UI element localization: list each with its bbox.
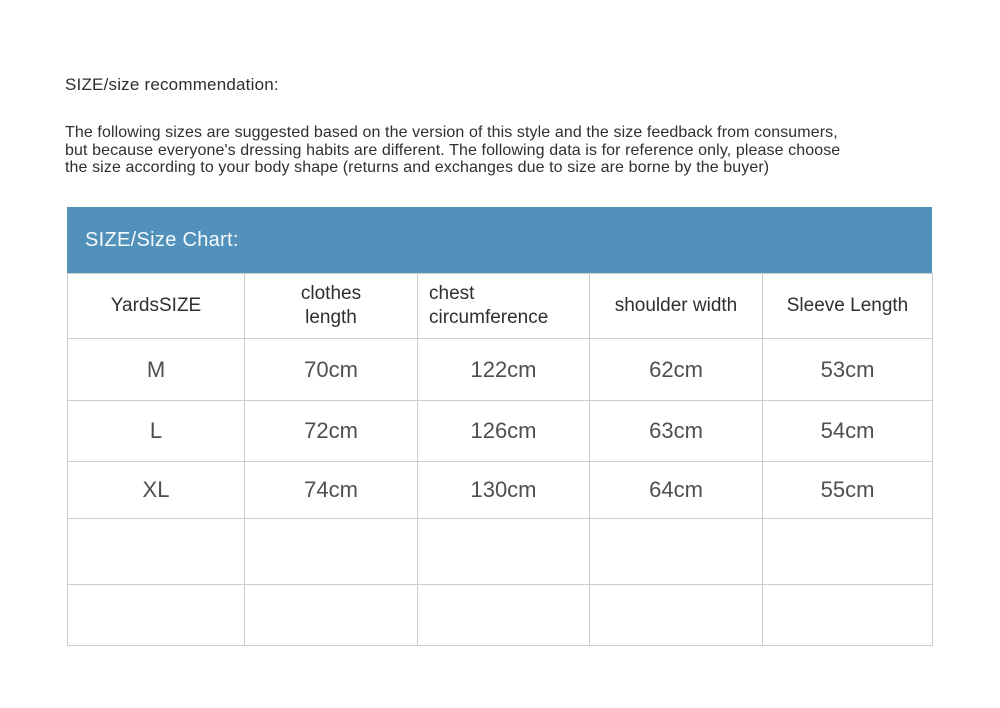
cell-shoulder-width (590, 585, 763, 646)
size-chart-title: SIZE/Size Chart: (85, 228, 239, 251)
cell-clothes-length (245, 519, 418, 585)
description-line-3: the size according to your body shape (returns and exchanges due to size are borne by the buyer) (65, 159, 770, 176)
table-row-l (68, 401, 933, 462)
cell-size: XL (68, 462, 245, 519)
column-header-sleeve-length (763, 274, 933, 339)
cell-size: M (68, 339, 245, 401)
cell-sleeve-length: 54cm (763, 401, 933, 462)
cell-chest-circumference: 122cm (418, 339, 590, 401)
column-header-shoulder-width (590, 274, 763, 339)
cell-chest-circumference: 130cm (418, 462, 590, 519)
cell-clothes-length: 70cm (245, 339, 418, 401)
cell-shoulder-width (590, 519, 763, 585)
cell-size (68, 519, 245, 585)
cell-size (68, 585, 245, 646)
column-header-clothes-length-line-1: clothes (300, 283, 362, 305)
cell-shoulder-width: 64cm (590, 462, 763, 519)
column-header-chest-circumference-line-2: circumference (429, 307, 549, 328)
cell-shoulder-width: 62cm (590, 339, 763, 401)
cell-sleeve-length (763, 519, 933, 585)
cell-chest-circumference (418, 519, 590, 585)
table-row-m (68, 339, 933, 401)
column-header-size-label: YardsSIZE (110, 295, 202, 317)
cell-clothes-length (245, 585, 418, 646)
column-header-clothes-length (245, 274, 418, 339)
cell-sleeve-length: 55cm (763, 462, 933, 519)
table-header-row (68, 274, 933, 339)
cell-sleeve-length: 53cm (763, 339, 933, 401)
column-header-shoulder-width-label: shoulder width (614, 295, 738, 317)
description-line-2: but because everyone's dressing habits are different. The following data is for reference only, please choose (65, 141, 841, 159)
cell-sleeve-length (763, 585, 933, 646)
page-title: SIZE/size recommendation: (65, 75, 279, 94)
size-chart (67, 207, 932, 646)
table-row-empty-1 (68, 519, 933, 585)
size-chart-title-bar (67, 207, 932, 273)
size-description (65, 124, 840, 177)
column-header-size (68, 274, 245, 339)
cell-shoulder-width: 63cm (590, 401, 763, 462)
size-chart-table (67, 273, 933, 646)
cell-size: L (68, 401, 245, 462)
cell-clothes-length: 74cm (245, 462, 418, 519)
table-row-xl (68, 462, 933, 519)
cell-chest-circumference: 126cm (418, 401, 590, 462)
column-header-clothes-length-line-2: length (305, 307, 357, 328)
column-header-chest-circumference-line-1: chest (429, 283, 475, 305)
cell-clothes-length: 72cm (245, 401, 418, 462)
column-header-sleeve-length-label: Sleeve Length (786, 295, 909, 317)
cell-chest-circumference (418, 585, 590, 646)
column-header-chest-circumference (418, 274, 590, 339)
table-row-empty-2 (68, 585, 933, 646)
description-line-1: The following sizes are suggested based on the version of this style and the size feedback from consumers, (65, 124, 838, 141)
